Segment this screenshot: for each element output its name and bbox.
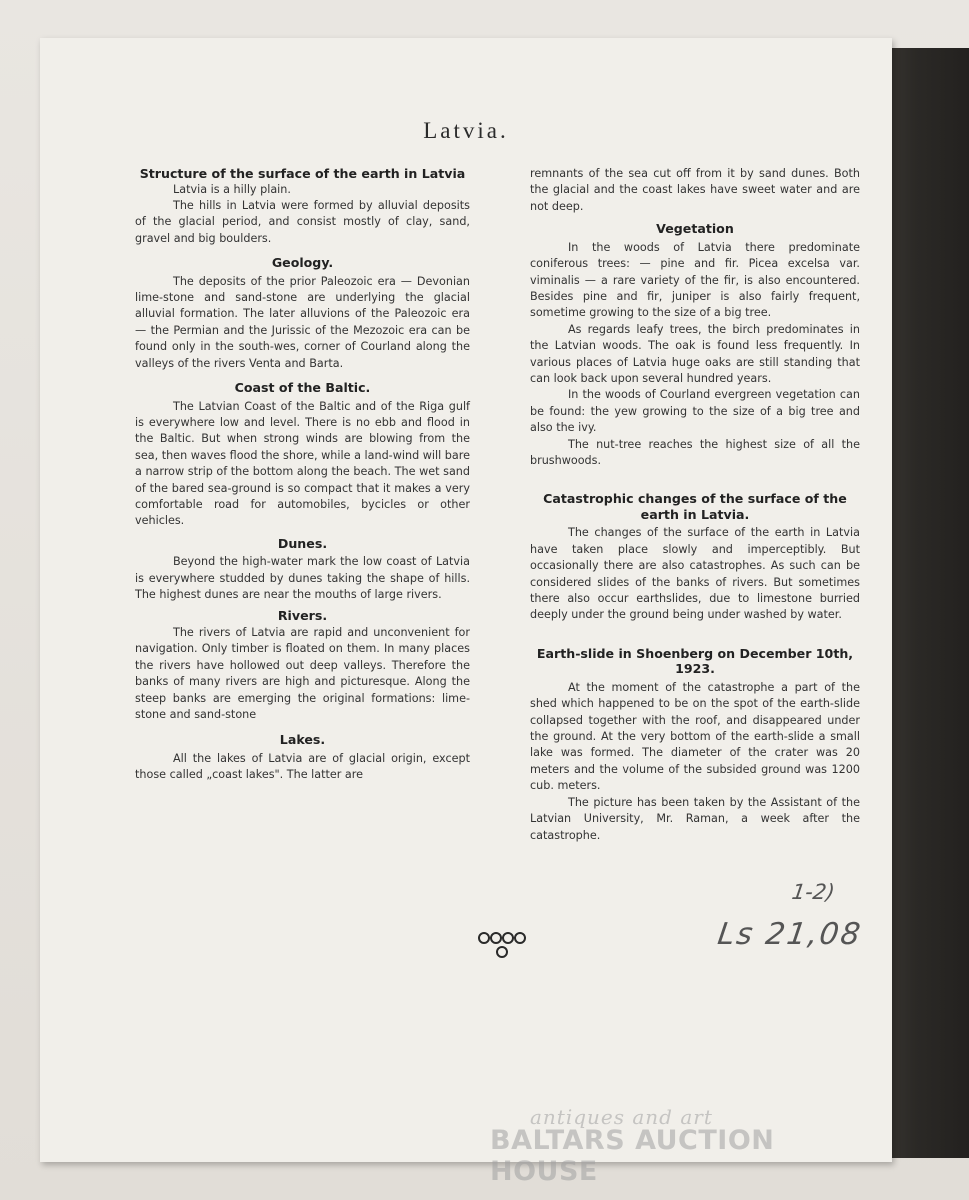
catastrophic-paragraph: The changes of the surface of the earth in Latvia have taken place slowly and imperceptibly. But occasionally there are also catastrophes. As such can be considered slides of the banks of rivers. But sometimes there also occur earthslides, due to limestone burried deeply under the ground being under washed by water. bbox=[530, 526, 860, 622]
lakes-heading: Lakes. bbox=[279, 732, 326, 748]
auction-watermark bbox=[490, 1105, 890, 1187]
structure-heading: Structure of the surface of the earth in Latvia bbox=[139, 166, 466, 181]
right-column bbox=[530, 166, 860, 844]
rivers-paragraph: The rivers of Latvia are rapid and unconvenient for navigation. Only timber is floated on them. In many places the rivers have hollowed out deep valleys. Therefore the banks of many rivers are high and picturesque. Along the steep banks are emerging the original formations: lime-stone and sand-stone bbox=[135, 626, 470, 722]
earthslide-paragraph-1: At the moment of the catastrophe a part of the shed which happened to be on the spot of the earth-slide collapsed together with the roof, and disappeared under the ground. At the very bottom of the earth-slide a small lake was formed. The diameter of the crater was 20 meters and the volume of the subsided ground was 1200 cub. meters. bbox=[530, 680, 860, 793]
vegetation-paragraph-2: As regards leafy trees, the birch predominates in the Latvian woods. The oak is found less frequently. In various places of Latvia huge oaks are still standing that can look back upon several hundred years. bbox=[530, 322, 860, 385]
earthslide-paragraph-2: The picture has been taken by the Assistant of the Latvian University, Mr. Raman, a week after the catastrophe. bbox=[530, 795, 860, 842]
booklet-cover-edge bbox=[880, 48, 969, 1158]
coast-paragraph: The Latvian Coast of the Baltic and of the Riga gulf is everywhere low and level. There is no ebb and flood in the Baltic. But when strong winds are blowing from the sea, then waves flood the shore, while a land-wind will bare a narrow strip of the bottom along the beach. The wet sand of the bared sea-ground is so compact that it makes a very comfortable road for automobiles, bycicles or other vehicles. bbox=[135, 399, 470, 528]
watermark-brand: BALTARS AUCTION HOUSE bbox=[490, 1125, 775, 1187]
vegetation-paragraph-4: The nut-tree reaches the highest size of all the brushwoods. bbox=[530, 437, 860, 467]
watermark-tagline: antiques and art bbox=[530, 1105, 713, 1129]
ring-ornament-icon bbox=[476, 928, 528, 968]
rivers-heading: Rivers. bbox=[277, 607, 328, 623]
lakes-continued-paragraph: remnants of the sea cut off from it by sand dunes. Both the glacial and the coast lakes have sweet water and are not deep. bbox=[530, 167, 860, 213]
structure-paragraph-1: Latvia is a hilly plain. bbox=[173, 182, 291, 196]
vegetation-heading: Vegetation bbox=[656, 221, 734, 237]
handwritten-note-2: Ls 21,08 bbox=[715, 917, 865, 952]
page-title: Latvia. bbox=[423, 118, 509, 143]
left-column bbox=[135, 166, 470, 784]
dunes-paragraph: Beyond the high-water mark the low coast of Latvia is everywhere studded by dunes taking the shape of hills. The highest dunes are near the mouths of large rivers. bbox=[135, 555, 470, 602]
geology-paragraph: The deposits of the prior Paleozoic era — Devonian lime-stone and sand-stone are underlying the glacial alluvial formation. The later alluvions of the Paleozoic era — the Permian and the Jurissic of the Mezozoic era can be found only in the south-wes, corner of Courland along the valleys of the rivers Venta and Barta. bbox=[135, 274, 470, 370]
lakes-paragraph: All the lakes of Latvia are of glacial origin, except those called „coast lakes". The latter are bbox=[135, 751, 470, 782]
handwritten-note-1: 1-2) bbox=[790, 880, 837, 904]
dunes-heading: Dunes. bbox=[277, 535, 328, 551]
vegetation-paragraph-3: In the woods of Courland evergreen vegetation can be found: the yew growing to the size of a big tree and also the ivy. bbox=[530, 388, 860, 435]
structure-paragraph-2: The hills in Latvia were formed by alluvial deposits of the glacial period, and consist mostly of clay, sand, gravel and big boulders. bbox=[135, 198, 470, 245]
vegetation-paragraph-1: In the woods of Latvia there predominate coniferous trees: — pine and fir. Picea excelsa var. viminalis — a rare variety of the fir, is also encountered. Besides pine and fir, juniper is also fairly frequent, sometime growing to the size of a big tree. bbox=[530, 240, 860, 320]
booklet-page bbox=[40, 38, 892, 1162]
earthslide-heading: Earth-slide in Shoenberg on December 10th, 1923. bbox=[536, 645, 854, 677]
catastrophic-heading: Catastrophic changes of the surface of the earth in Latvia. bbox=[543, 491, 847, 522]
coast-heading: Coast of the Baltic. bbox=[234, 380, 371, 396]
geology-heading: Geology. bbox=[271, 255, 334, 271]
